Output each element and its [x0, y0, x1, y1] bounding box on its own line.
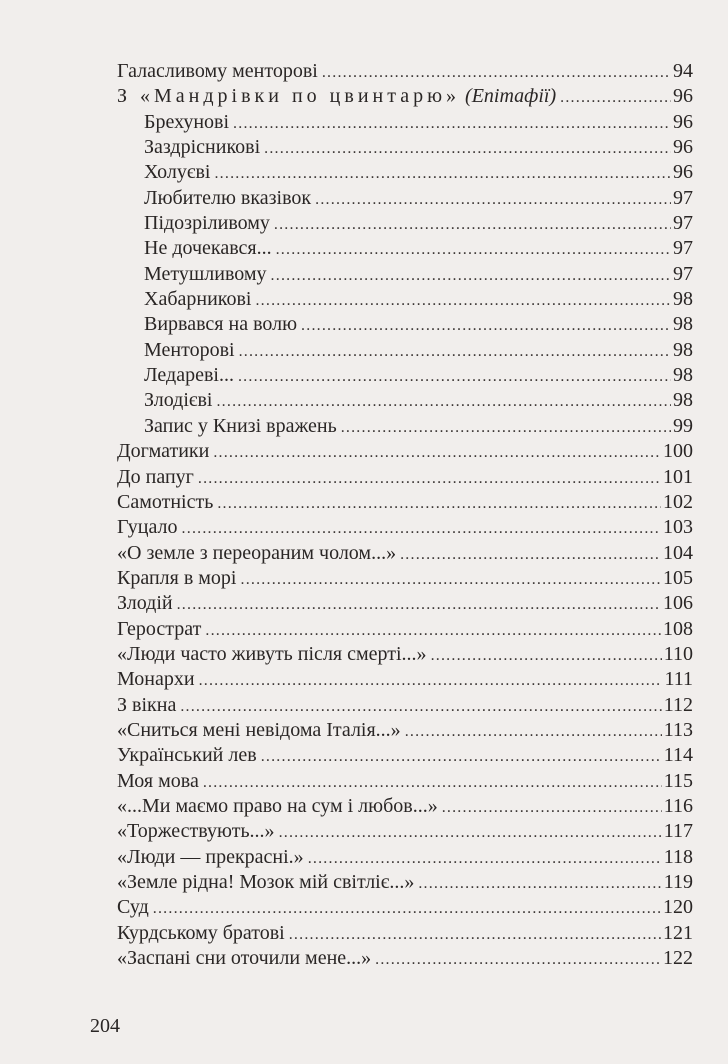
- toc-entry: [117, 515, 693, 540]
- toc-entry: [117, 769, 693, 794]
- toc-entry: [117, 617, 693, 642]
- dot-leader: [560, 84, 671, 104]
- dot-leader: [279, 819, 662, 839]
- toc-entry-page: 98: [673, 364, 693, 387]
- toc-entry-page: 96: [673, 136, 693, 159]
- toc-entry: [117, 490, 693, 515]
- dot-leader: [264, 135, 671, 155]
- toc-entry-page: 104: [663, 541, 693, 564]
- toc-entry-page: 110: [663, 642, 693, 665]
- dot-leader: [203, 769, 662, 789]
- dot-leader: [153, 895, 661, 915]
- toc-entry-page: 115: [663, 769, 693, 792]
- toc-entry-page: 97: [673, 212, 693, 235]
- toc-entry: [117, 819, 693, 844]
- toc-entry: [117, 794, 693, 819]
- toc-entry-title: Запис у Книзі вражень: [144, 414, 337, 437]
- toc-entry-page: 98: [673, 389, 693, 412]
- dot-leader: [301, 312, 671, 332]
- dot-leader: [213, 439, 661, 459]
- dot-leader: [315, 186, 671, 206]
- toc-entry-title: Український лев: [117, 744, 257, 767]
- dot-leader: [217, 490, 661, 510]
- toc-entry: [117, 186, 693, 211]
- toc-entry-page: 108: [663, 617, 693, 640]
- toc-entry-title-italic: (Епітафії): [465, 85, 557, 108]
- toc-entry-title-spaced: З «Мандрівки по цвинтарю»: [117, 85, 461, 108]
- toc-entry-title: [117, 84, 556, 109]
- dot-leader: [274, 211, 671, 231]
- toc-entry-title: «Сниться мені невідома Італія...»: [117, 718, 401, 741]
- dot-leader: [289, 921, 661, 941]
- toc-entry-title: До папуг: [117, 465, 194, 488]
- toc-entry-title: Ледареві...: [144, 364, 234, 387]
- toc-entry-page: 113: [663, 718, 693, 741]
- toc-entry: [117, 845, 693, 870]
- toc-entry: [117, 414, 693, 439]
- toc-entry: [117, 84, 693, 109]
- toc-entry-title: «Земле рідна! Мозок мій світліє...»: [117, 871, 415, 893]
- toc-entry-title: «Люди — прекрасні.»: [117, 845, 304, 868]
- toc-entry-title: «Заспані сни оточили мене...»: [117, 947, 372, 970]
- toc-entry-page: 118: [663, 845, 693, 868]
- toc-entry-page: 122: [663, 947, 693, 970]
- toc-entry-title: Підозріливому: [144, 212, 270, 235]
- dot-leader: [400, 541, 661, 561]
- toc-entry-title: Не дочекався...: [144, 237, 272, 260]
- toc-entry-page: 94: [673, 60, 693, 82]
- dot-leader: [214, 160, 671, 180]
- toc-entry-page: 105: [663, 566, 693, 589]
- dot-leader: [322, 59, 671, 79]
- toc-entry: [117, 110, 693, 135]
- dot-leader: [255, 287, 671, 307]
- dot-leader: [177, 591, 661, 611]
- toc-entry: [117, 388, 693, 413]
- toc-entry-title: Метушливому: [144, 262, 267, 285]
- toc-entry-title: Самотність: [117, 490, 214, 513]
- toc-entry-page: 97: [673, 262, 693, 285]
- toc-entry-page: 96: [673, 110, 693, 133]
- toc-entry: [117, 541, 693, 566]
- dot-leader: [418, 870, 661, 890]
- dot-leader: [405, 718, 662, 738]
- toc-entry-page: 103: [663, 516, 693, 539]
- toc-entry: [117, 667, 693, 692]
- toc-entry: [117, 287, 693, 312]
- toc-entry: [117, 262, 693, 287]
- dot-leader: [442, 794, 662, 814]
- toc-entry-title: Суд: [117, 896, 149, 919]
- dot-leader: [239, 338, 671, 358]
- toc-entry-page: 97: [673, 186, 693, 209]
- dot-leader: [308, 845, 662, 865]
- toc-entry: [117, 135, 693, 160]
- dot-leader: [198, 465, 661, 485]
- toc-entry-page: 111: [664, 668, 693, 691]
- toc-entry: [117, 312, 693, 337]
- toc-entry-page: 98: [673, 313, 693, 336]
- toc-entry-page: 100: [663, 440, 693, 463]
- toc-entry: [117, 718, 693, 743]
- toc-entry: [117, 160, 693, 185]
- toc-entry-title: «...Ми маємо право на сум і любов...»: [117, 794, 438, 817]
- toc-entry-title: Злодієві: [144, 389, 213, 412]
- toc-entry: [117, 642, 693, 667]
- toc-entry-page: 97: [673, 237, 693, 260]
- toc-entry: [117, 921, 693, 946]
- toc-entry-title: Брехунові: [144, 110, 230, 133]
- toc-entry-title: Вирвався на волю: [144, 313, 298, 336]
- toc-entry-page: 117: [663, 820, 693, 843]
- toc-entry: [117, 338, 693, 363]
- toc-entry-page: 96: [673, 161, 693, 184]
- dot-leader: [238, 363, 671, 383]
- dot-leader: [271, 262, 671, 282]
- toc-entry-page: 114: [663, 744, 693, 767]
- toc-entry: [117, 439, 693, 464]
- toc-entry: [117, 895, 693, 920]
- toc-entry: [117, 566, 693, 591]
- toc-entry-title: Догматики: [117, 440, 210, 463]
- toc-entry-title: Курдському братові: [117, 921, 285, 944]
- toc-entry-page: 116: [663, 794, 693, 817]
- toc-entry-page: 98: [673, 338, 693, 361]
- toc-entry: [117, 591, 693, 616]
- toc-entry-page: 119: [663, 871, 693, 893]
- toc-entry: [117, 236, 693, 261]
- toc-entry-title: Монархи: [117, 668, 195, 691]
- dot-leader: [276, 236, 671, 256]
- toc-entry-title: «О земле з переораним чолом...»: [117, 541, 397, 564]
- toc-entry: [117, 211, 693, 236]
- dot-leader: [241, 566, 662, 586]
- toc-entry-page: 102: [663, 490, 693, 513]
- toc-entry-page: 98: [673, 288, 693, 311]
- toc-entry-title: Злодій: [117, 592, 173, 615]
- toc-entry-page: 106: [663, 592, 693, 615]
- toc-entry-title: Холуєві: [144, 161, 211, 184]
- toc-entry: [117, 946, 693, 971]
- toc-entry-title: Моя мова: [117, 769, 199, 792]
- toc-entry: [117, 870, 693, 895]
- toc-entry-title: Любителю вказівок: [144, 186, 312, 209]
- toc-entry-page: 120: [663, 896, 693, 919]
- toc-entry-page: 96: [673, 85, 693, 108]
- dot-leader: [205, 617, 661, 637]
- page-number: 204: [90, 1015, 120, 1037]
- toc-entry-title: «Торжествують...»: [117, 820, 275, 843]
- toc-entry-title: Менторові: [144, 338, 235, 361]
- toc-entry: [117, 59, 693, 84]
- dot-leader: [199, 667, 663, 687]
- table-of-contents: [117, 59, 693, 971]
- toc-entry-title: «Люди часто живуть після смерті...»: [117, 642, 427, 665]
- toc-entry-page: 99: [673, 414, 693, 437]
- toc-entry-title: Галасливому менторові: [117, 60, 318, 82]
- dot-leader: [341, 414, 671, 434]
- toc-entry: [117, 693, 693, 718]
- dot-leader: [233, 110, 671, 130]
- toc-entry: [117, 363, 693, 388]
- dot-leader: [216, 388, 671, 408]
- toc-entry: [117, 743, 693, 768]
- toc-entry-title: Гуцало: [117, 516, 178, 539]
- toc-entry-title: Заздрісникові: [144, 136, 261, 159]
- toc-entry-page: 112: [663, 693, 693, 716]
- toc-entry: [117, 465, 693, 490]
- toc-entry-title: Крапля в морі: [117, 566, 237, 589]
- toc-entry-title: Хабарникові: [144, 288, 252, 311]
- toc-entry-page: 121: [663, 921, 693, 944]
- dot-leader: [375, 946, 661, 966]
- dot-leader: [261, 743, 662, 763]
- toc-entry-title: З вікна: [117, 693, 177, 716]
- dot-leader: [431, 642, 662, 662]
- toc-entry-title: Герострат: [117, 617, 202, 640]
- dot-leader: [182, 515, 661, 535]
- toc-entry-page: 101: [663, 465, 693, 488]
- dot-leader: [180, 693, 661, 713]
